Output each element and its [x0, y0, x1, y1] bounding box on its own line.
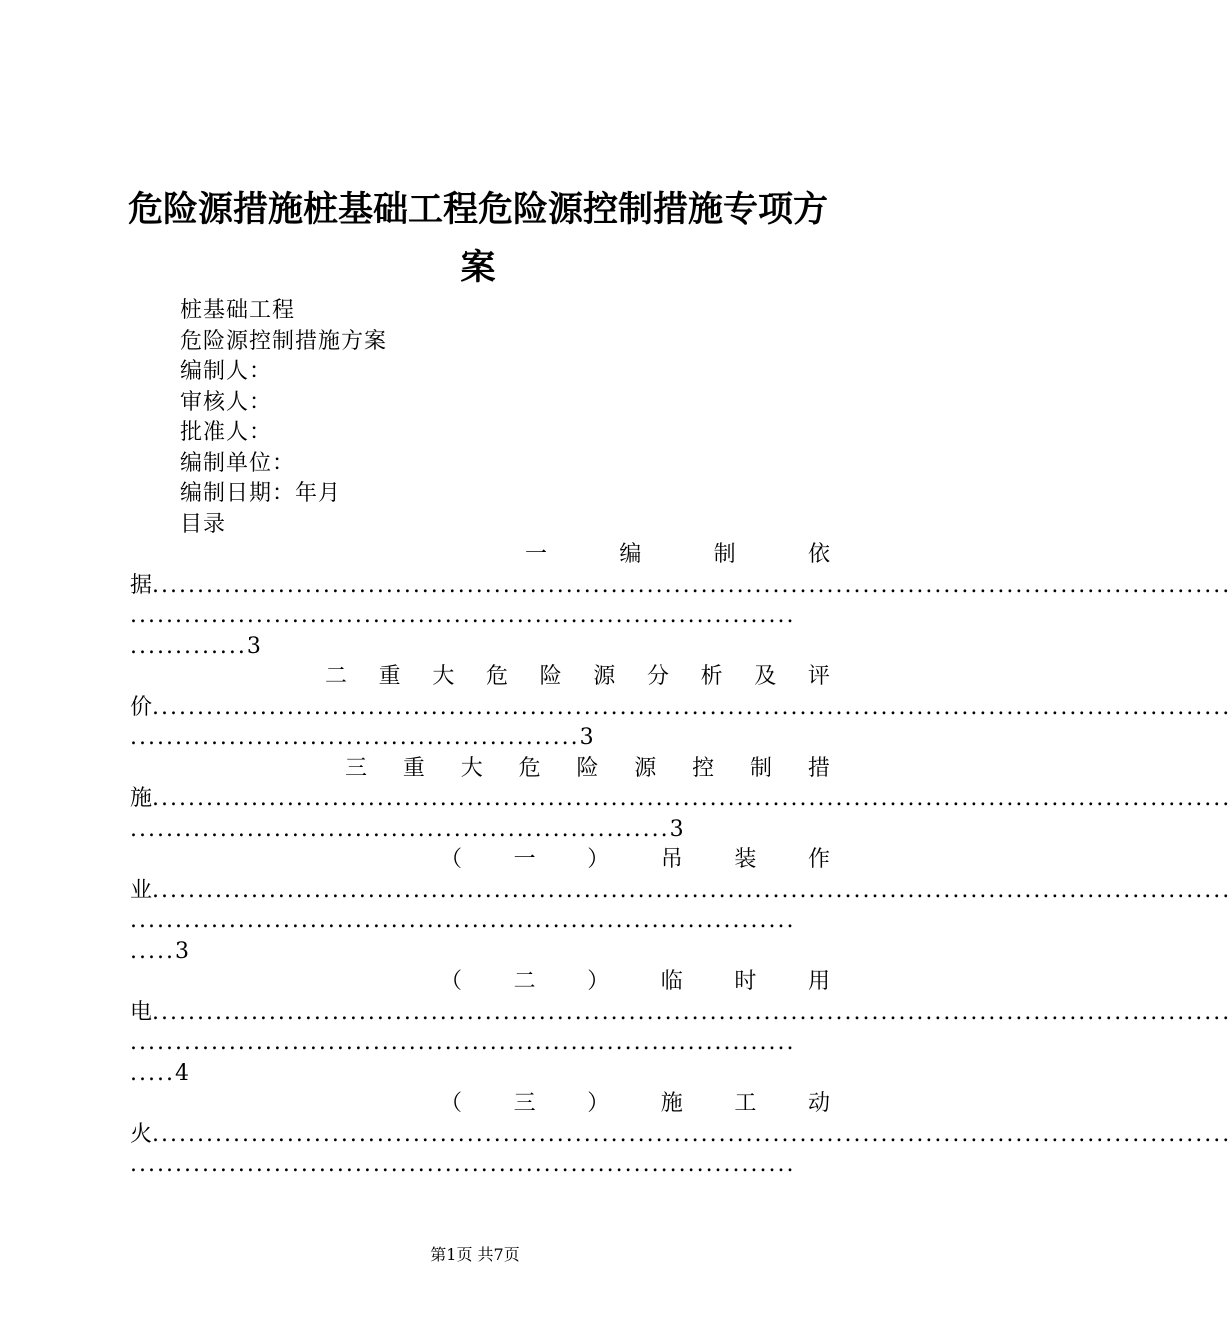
toc-heading-char: 源: [593, 664, 616, 689]
toc-heading-char: 一: [513, 847, 536, 872]
toc-heading-char: 工: [734, 1091, 757, 1116]
toc-heading-char: （: [440, 969, 463, 994]
toc-leader-line: [130, 693, 1231, 724]
toc-heading-line: [440, 845, 830, 876]
toc-tail-char: 业: [130, 877, 153, 903]
toc-heading-line: [440, 967, 830, 998]
toc-heading-char: ）: [587, 969, 610, 994]
toc-heading-char: 危: [518, 755, 541, 781]
toc-heading-char: 时: [734, 969, 757, 994]
toc-heading-char: 析: [700, 664, 723, 689]
toc-leader-dots: ........................................................................................................................: [152, 786, 1231, 811]
toc-heading-char: 评: [807, 664, 830, 689]
toc-page-number: 3: [579, 725, 594, 750]
toc-heading-line: [325, 662, 830, 693]
toc-page-line: [130, 723, 830, 754]
toc-leader-line: [130, 1120, 1231, 1151]
table-of-contents: [130, 540, 1231, 1181]
toc-leader-dots-line: ..........................................................................: [130, 908, 796, 933]
toc-leader-dots: .....: [130, 1060, 175, 1086]
document-title-line-2: 案: [460, 247, 496, 288]
toc-heading-char: 二: [513, 969, 536, 994]
toc-heading-char: 二: [325, 664, 348, 689]
toc-heading-char: 及: [754, 664, 777, 689]
toc-heading-char: 一: [525, 542, 548, 567]
toc-page-line: [130, 632, 830, 663]
toc-page-number: 3: [246, 633, 261, 659]
toc-tail-char: 火: [130, 1121, 153, 1147]
toc-entry[interactable]: [130, 845, 1231, 967]
toc-leader-line: [130, 876, 1231, 907]
toc-heading-char: ）: [587, 847, 610, 872]
toc-heading-char: 依: [807, 542, 830, 567]
toc-heading-line: [525, 540, 830, 571]
toc-heading-char: 三: [345, 755, 368, 781]
toc-heading-char: 作: [807, 847, 830, 872]
toc-tail-char: 据: [130, 572, 153, 598]
toc-leader-dots: ........................................................................................................................: [152, 1121, 1231, 1147]
toc-tail-char: 施: [130, 786, 153, 811]
toc-leader-dots-line: ..........................................................................: [130, 1030, 796, 1055]
toc-heading-char: 制: [713, 542, 736, 567]
meta-line: 桩基础工程: [180, 298, 296, 323]
toc-heading-char: 措: [807, 755, 830, 781]
toc-page-number: 3: [174, 938, 189, 964]
toc-leader-dots-line: ..........................................................................: [130, 1152, 796, 1177]
toc-entry[interactable]: [130, 967, 1231, 1089]
toc-heading-char: 源: [634, 755, 657, 781]
toc-leader-line: [130, 998, 1231, 1029]
toc-heading-char: 危: [485, 664, 508, 689]
toc-heading-char: 大: [460, 755, 483, 781]
toc-heading-char: 重: [378, 664, 401, 689]
toc-heading-char: 编: [619, 542, 642, 567]
meta-line: 编制单位：: [180, 450, 296, 476]
meta-line: 审核人：: [180, 389, 273, 415]
toc-tail-char: 价: [130, 694, 153, 720]
toc-leader-dots: .....: [130, 938, 175, 964]
meta-line: 批准人：: [180, 420, 273, 445]
toc-page-number: 3: [669, 816, 684, 842]
toc-heading-char: 制: [750, 755, 773, 781]
toc-heading-char: （: [440, 847, 463, 872]
toc-leader-line: [130, 571, 1231, 602]
toc-entry[interactable]: [130, 540, 1231, 662]
toc-heading-char: 三: [513, 1091, 536, 1116]
toc-heading-char: 临: [660, 969, 683, 994]
meta-line: 编制日期：年月: [180, 481, 342, 506]
toc-heading-char: 吊: [660, 847, 683, 872]
toc-page-number: 4: [174, 1060, 189, 1086]
toc-leader-dots: .............: [130, 633, 247, 659]
meta-line: 目录: [180, 511, 227, 537]
meta-line: 编制人：: [180, 359, 273, 384]
toc-leader-dots: ............................................................: [130, 816, 670, 842]
toc-leader-dots: ..................................................: [130, 725, 580, 750]
toc-leader-line: [130, 784, 1231, 815]
document-meta-list: [180, 296, 780, 540]
toc-heading-char: 大: [432, 664, 455, 689]
toc-heading-char: 险: [539, 664, 562, 689]
toc-entry[interactable]: [130, 662, 1231, 754]
toc-leader-dots: ........................................................................................................................: [152, 694, 1231, 720]
toc-entry[interactable]: [130, 754, 1231, 846]
document-title-line-1: 危险源措施桩基础工程危险源控制措施专项方: [127, 189, 828, 230]
toc-heading-char: 用: [807, 969, 830, 994]
toc-heading-char: 控: [692, 755, 715, 781]
toc-heading-line: [440, 1089, 830, 1120]
page-footer: 第1页 共7页: [430, 1245, 520, 1264]
toc-heading-char: 险: [576, 755, 599, 781]
toc-page-line: [130, 937, 830, 968]
toc-page-line: [130, 815, 830, 846]
toc-entry[interactable]: [130, 1089, 1231, 1181]
toc-heading-char: 施: [660, 1091, 683, 1116]
toc-leader-dots-line: ..........................................................................: [130, 603, 796, 628]
toc-heading-char: 分: [646, 664, 669, 689]
toc-heading-char: （: [440, 1091, 463, 1116]
toc-heading-line: [345, 754, 830, 785]
toc-leader-dots: ........................................................................................................................: [152, 572, 1231, 598]
toc-leader-dots: ........................................................................................................................: [152, 999, 1231, 1025]
toc-page-line: [130, 1059, 830, 1090]
toc-heading-char: ）: [587, 1091, 610, 1116]
toc-heading-char: 重: [402, 755, 425, 781]
toc-heading-char: 动: [807, 1091, 830, 1116]
toc-heading-char: 装: [734, 847, 757, 872]
toc-leader-dots: ........................................................................................................................: [152, 877, 1231, 903]
meta-line: 危险源控制措施方案: [180, 328, 388, 354]
toc-tail-char: 电: [130, 999, 153, 1025]
